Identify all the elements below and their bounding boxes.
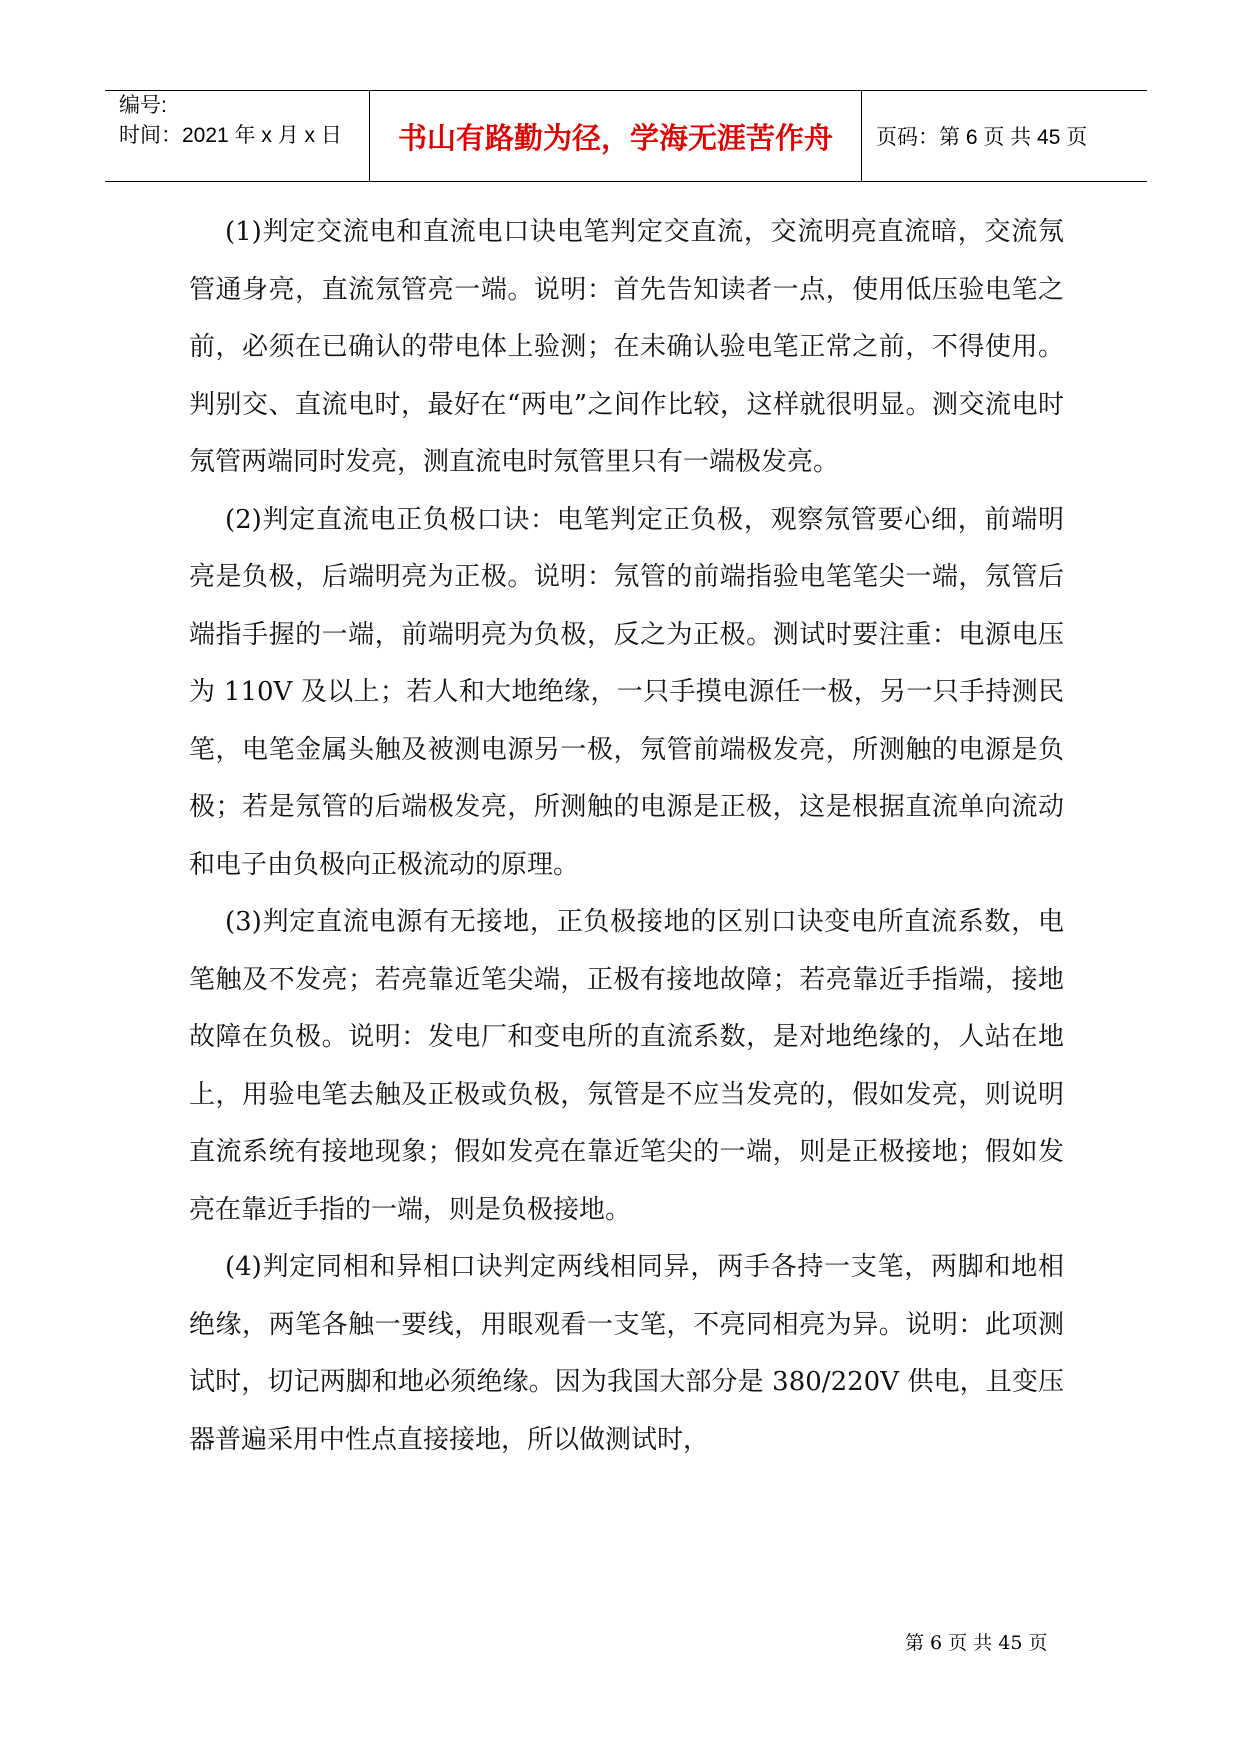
page-header — [105, 90, 1147, 182]
paragraph-3: (3)判定直流电源有无接地，正负极接地的区别口诀变电所直流系数，电笔触及不发亮；若亮靠近笔尖端，正极有接地故障；若亮靠近手指端，接地故障在负极。说明：发电厂和变电所的直流系数，是对地绝缘的，人站在地上，用验电笔去触及正极或负极，氖管是不应当发亮的，假如发亮，则说明直流系统有接地现象；假如发亮在靠近笔尖的一端，则是正极接地；假如发亮在靠近手指的一端，则是负极接地。 — [189, 907, 1064, 1225]
paragraph-2: (2)判定直流电正负极口诀：电笔判定正负极，观察氖管要心细，前端明亮是负极，后端明亮为正极。说明：氖管的前端指验电笔笔尖一端，氖管后端指手握的一端，前端明亮为负极，反之为正极。测试时要注重：电源电压为 110V 及以上；若人和大地绝缘，一只手摸电源任一极，另一只手持测民笔，电笔金属头触及被测电源另一极，氖管前端极发亮，所测触的电源是负极；若是氖管的后端极发亮，所测触的电源是正极，这是根据直流单向流动和电子由负极向正极流动的原理。 — [189, 504, 1064, 880]
paragraph-4: (4)判定同相和异相口诀判定两线相同异，两手各持一支笔，两脚和地相绝缘，两笔各触一要线，用眼观看一支笔，不亮同相亮为异。说明：此项测试时，切记两脚和地必须绝缘。因为我国大部分是 380/220V 供电，且变压器普遍采用中性点直接接地，所以做测试时， — [189, 1252, 1064, 1455]
page-footer: 第 6 页 共 45 页 — [905, 1632, 1048, 1654]
document-time-label: 时间：2021 年 x 月 x 日 — [119, 124, 342, 147]
header-page-info: 页码：第 6 页 共 45 页 — [876, 126, 1088, 149]
document-body — [189, 204, 1064, 1469]
header-motto: 书山有路勤为径，学海无涯苦作舟 — [370, 91, 862, 181]
paragraph-1: (1)判定交流电和直流电口诀电笔判定交直流，交流明亮直流暗，交流氖管通身亮，直流氖管亮一端。说明：首先告知读者一点，使用低压验电笔之前，必须在已确认的带电体上验测；在未确认验电笔正常之前，不得使用。判别交、直流电时，最好在“两电”之间作比较，这样就很明显。测交流电时氖管两端同时发亮，测直流电时氖管里只有一端极发亮。 — [189, 217, 1064, 477]
document-number-label: 编号: — [119, 94, 167, 117]
header-meta — [105, 91, 370, 181]
